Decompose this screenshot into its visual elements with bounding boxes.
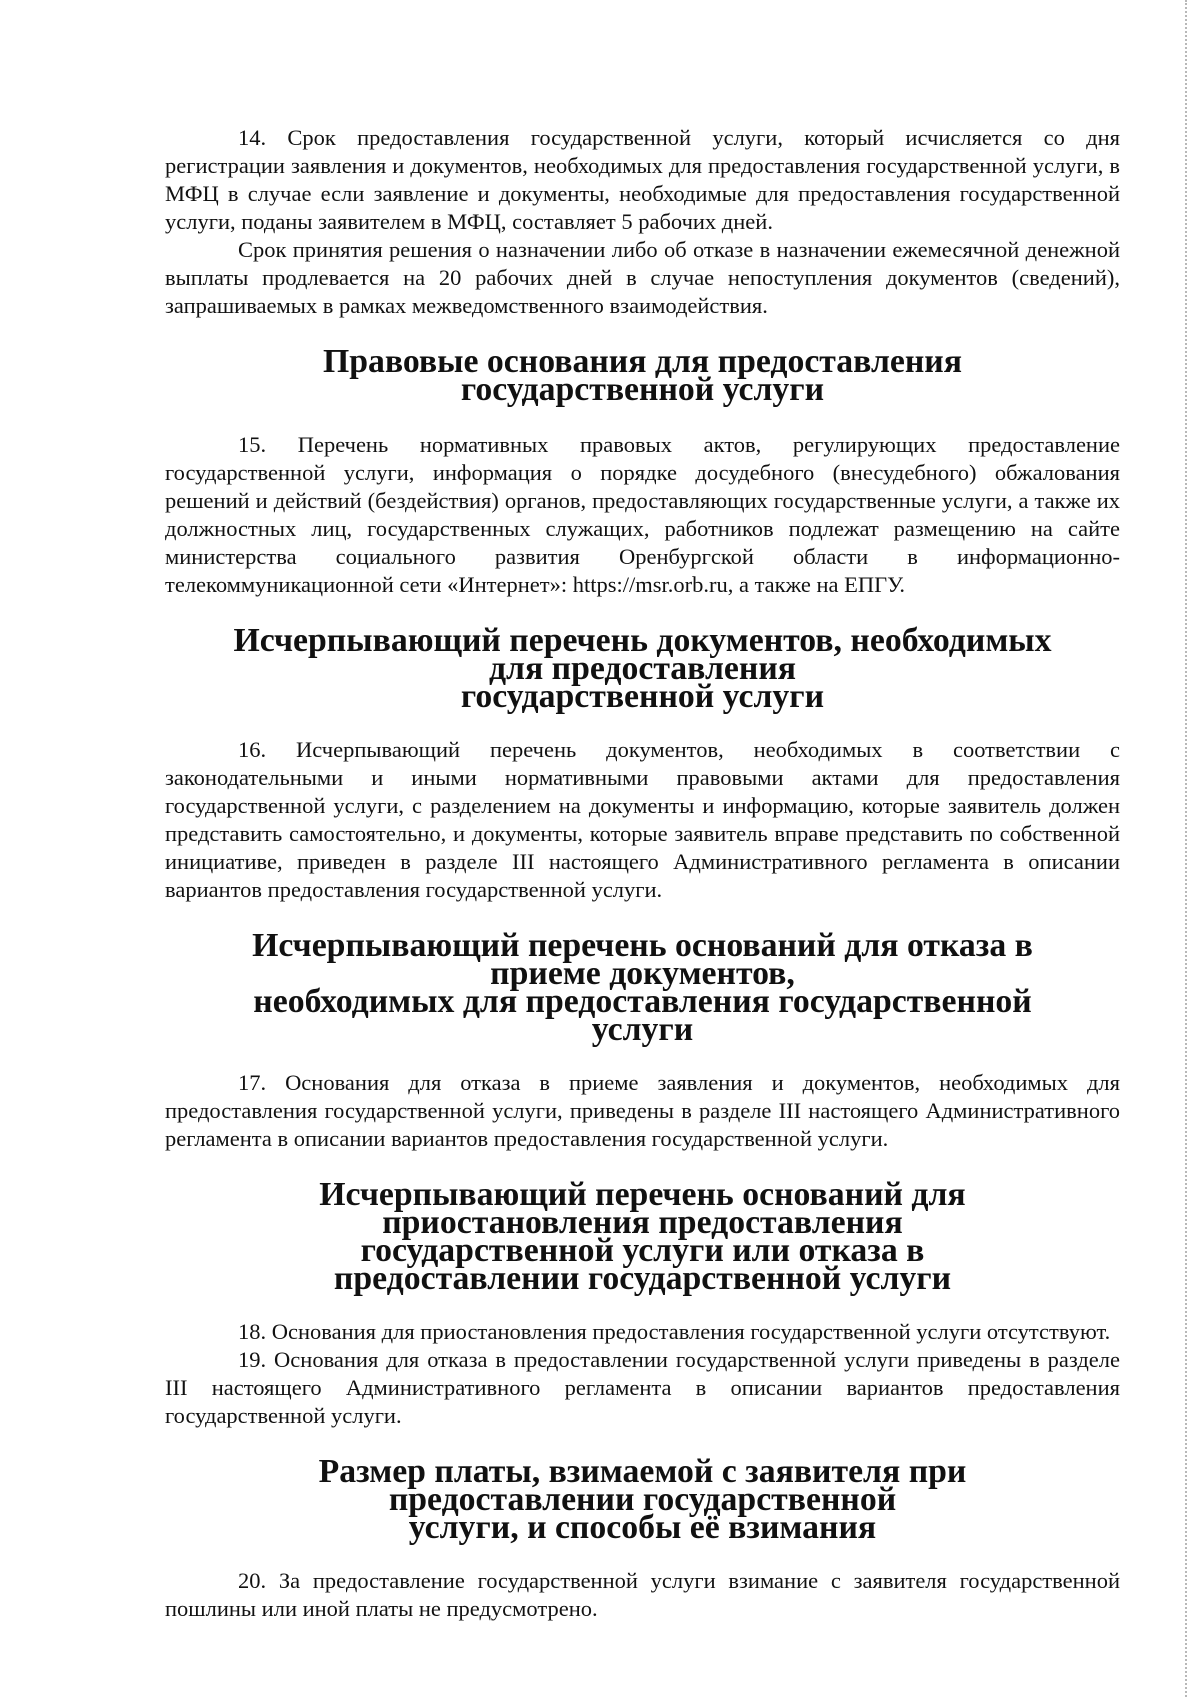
- heading-line: Исчерпывающий перечень оснований для отказа в приеме документов,: [252, 927, 1033, 992]
- paragraph-14: 14. Срок предоставления государственной услуги, который исчисляется со дня регистрации заявления и документов, необходимых для предоставления государственной услуги, в МФЦ в случае если заявление и документы, необходимые для предоставления государственной услуги, поданы заявителем в МФЦ, составляет 5 рабочих дней.: [165, 125, 1120, 234]
- paragraph-18: 18. Основания для приостановления предоставления государственной услуги отсутствуют.: [238, 1319, 1111, 1344]
- heading-line: Размер платы, взимаемой с заявителя при предоставлении государственной: [318, 1453, 967, 1518]
- heading-suspension-refusal: [165, 1176, 1120, 1297]
- heading-fee: [165, 1453, 1120, 1546]
- heading-line: предоставлении государственной услуги: [333, 1260, 952, 1297]
- heading-line: Правовые основания для предоставления государственной услуги: [322, 343, 963, 408]
- paragraph-17: 17. Основания для отказа в приеме заявления и документов, необходимых для предоставления государственной услуги, приведены в разделе III настоящего Административного регламента в описании вариантов предоставления государственной услуги.: [165, 1070, 1120, 1151]
- heading-line: услуги, и способы её взимания: [408, 1509, 877, 1546]
- paragraph-15: 15. Перечень нормативных правовых актов, регулирующих предоставление государственной услуги, информация о порядке досудебного (внесудебного) обжалования решений и действий (бездействия) органов, предоставляющих государственные услуги, а также их должностных лиц, государственных служащих, работников подлежат размещению на сайте министерства социального развития Оренбургской области в информационно-телекоммуникационной сети «Интернет»: https://msr.orb.ru, а также на ЕПГУ.: [165, 432, 1120, 597]
- heading-line: Исчерпывающий перечень оснований для приостановления предоставления: [319, 1176, 966, 1241]
- paragraph-20: 20. За предоставление государственной услуги взимание с заявителя государственной пошлины или иной платы не предусмотрено.: [165, 1568, 1120, 1621]
- paragraph-19: 19. Основания для отказа в предоставлении государственной услуги приведены в разделе III настоящего Административного регламента в описании вариантов предоставления государственной услуги.: [165, 1347, 1120, 1428]
- heading-documents-list: [165, 622, 1120, 715]
- paragraph-16: 16. Исчерпывающий перечень документов, необходимых в соответствии с законодательными и иными нормативными правовыми актами для предоставления государственной услуги, с разделением на документы и информацию, которые заявитель должен представить самостоятельно, и документы, которые заявитель вправе представить по собственной инициативе, приведен в разделе III настоящего Административного регламента в описании вариантов предоставления государственной услуги.: [165, 737, 1120, 902]
- heading-line: Исчерпывающий перечень документов, необходимых для предоставления: [233, 622, 1052, 687]
- heading-line: государственной услуги или отказа в: [360, 1232, 925, 1269]
- document-body: [165, 124, 1120, 1623]
- heading-line: необходимых для предоставления государственной услуги: [253, 983, 1032, 1048]
- page-edge-divider: [1185, 0, 1187, 1697]
- heading-refusal-acceptance: [165, 927, 1120, 1048]
- heading-legal-grounds: [165, 343, 1120, 408]
- paragraph-14-deadline-extension: Срок принятия решения о назначении либо об отказе в назначении ежемесячной денежной выплаты продлевается на 20 рабочих дней в случае непоступления документов (сведений), запрашиваемых в рамках межведомственного взаимодействия.: [165, 237, 1120, 318]
- heading-line: государственной услуги: [460, 678, 825, 715]
